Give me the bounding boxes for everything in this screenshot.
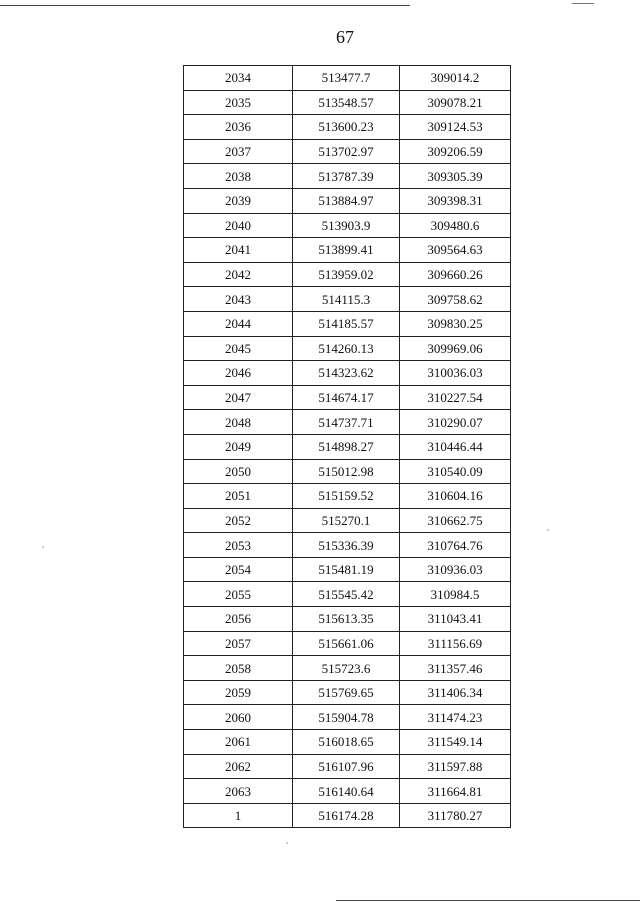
x-coordinate-cell: 515613.35 [293, 607, 400, 632]
table-row [184, 533, 511, 558]
x-coordinate-cell: 513477.7 [293, 66, 400, 91]
table-row [184, 361, 511, 386]
point-number-cell: 2058 [184, 656, 293, 681]
point-number-cell: 2055 [184, 582, 293, 607]
scan-speck [547, 529, 549, 531]
table-row [184, 410, 511, 435]
coordinates-table [183, 65, 511, 828]
top-scan-rule [0, 5, 410, 6]
table-row [184, 66, 511, 91]
x-coordinate-cell: 513899.41 [293, 238, 400, 263]
point-number-cell: 2041 [184, 238, 293, 263]
y-coordinate-cell: 310604.16 [400, 484, 511, 509]
table-row [184, 262, 511, 287]
coordinates-table-body [184, 66, 511, 828]
table-row [184, 459, 511, 484]
point-number-cell: 2062 [184, 754, 293, 779]
table-row [184, 336, 511, 361]
bottom-scan-rule [336, 900, 640, 901]
x-coordinate-cell: 516174.28 [293, 803, 400, 828]
x-coordinate-cell: 516018.65 [293, 730, 400, 755]
x-coordinate-cell: 514737.71 [293, 410, 400, 435]
point-number-cell: 2060 [184, 705, 293, 730]
x-coordinate-cell: 515481.19 [293, 557, 400, 582]
x-coordinate-cell: 515661.06 [293, 631, 400, 656]
table-row [184, 164, 511, 189]
point-number-cell: 2039 [184, 188, 293, 213]
point-number-cell: 2036 [184, 115, 293, 140]
y-coordinate-cell: 311597.88 [400, 754, 511, 779]
y-coordinate-cell: 309124.53 [400, 115, 511, 140]
point-number-cell: 2040 [184, 213, 293, 238]
table-row [184, 508, 511, 533]
y-coordinate-cell: 310662.75 [400, 508, 511, 533]
table-row [184, 213, 511, 238]
point-number-cell: 2061 [184, 730, 293, 755]
table-row [184, 779, 511, 804]
y-coordinate-cell: 310764.76 [400, 533, 511, 558]
x-coordinate-cell: 514674.17 [293, 385, 400, 410]
x-coordinate-cell: 515904.78 [293, 705, 400, 730]
y-coordinate-cell: 309758.62 [400, 287, 511, 312]
y-coordinate-cell: 311406.34 [400, 680, 511, 705]
table-row [184, 803, 511, 828]
x-coordinate-cell: 515270.1 [293, 508, 400, 533]
x-coordinate-cell: 513600.23 [293, 115, 400, 140]
y-coordinate-cell: 310540.09 [400, 459, 511, 484]
point-number-cell: 2063 [184, 779, 293, 804]
table-row [184, 680, 511, 705]
table-row [184, 311, 511, 336]
table-row [184, 754, 511, 779]
point-number-cell: 2056 [184, 607, 293, 632]
x-coordinate-cell: 516107.96 [293, 754, 400, 779]
table-row [184, 287, 511, 312]
x-coordinate-cell: 515769.65 [293, 680, 400, 705]
point-number-cell: 2046 [184, 361, 293, 386]
scan-speck [42, 546, 44, 548]
point-number-cell: 2053 [184, 533, 293, 558]
x-coordinate-cell: 513548.57 [293, 90, 400, 115]
point-number-cell: 2047 [184, 385, 293, 410]
table-row [184, 582, 511, 607]
y-coordinate-cell: 311780.27 [400, 803, 511, 828]
point-number-cell: 2035 [184, 90, 293, 115]
y-coordinate-cell: 310446.44 [400, 434, 511, 459]
x-coordinate-cell: 515012.98 [293, 459, 400, 484]
table-row [184, 484, 511, 509]
point-number-cell: 2057 [184, 631, 293, 656]
table-row [184, 238, 511, 263]
x-coordinate-cell: 513787.39 [293, 164, 400, 189]
y-coordinate-cell: 309014.2 [400, 66, 511, 91]
table-row [184, 607, 511, 632]
point-number-cell: 2042 [184, 262, 293, 287]
point-number-cell: 1 [184, 803, 293, 828]
scan-speck [286, 842, 288, 844]
y-coordinate-cell: 309564.63 [400, 238, 511, 263]
table-row [184, 656, 511, 681]
y-coordinate-cell: 310984.5 [400, 582, 511, 607]
y-coordinate-cell: 309830.25 [400, 311, 511, 336]
y-coordinate-cell: 311664.81 [400, 779, 511, 804]
top-scan-mark [572, 3, 594, 4]
table-row [184, 434, 511, 459]
x-coordinate-cell: 515545.42 [293, 582, 400, 607]
y-coordinate-cell: 311156.69 [400, 631, 511, 656]
table-row [184, 557, 511, 582]
x-coordinate-cell: 514185.57 [293, 311, 400, 336]
point-number-cell: 2049 [184, 434, 293, 459]
y-coordinate-cell: 311043.41 [400, 607, 511, 632]
table-row [184, 385, 511, 410]
x-coordinate-cell: 514323.62 [293, 361, 400, 386]
y-coordinate-cell: 310036.03 [400, 361, 511, 386]
table-row [184, 188, 511, 213]
x-coordinate-cell: 514260.13 [293, 336, 400, 361]
table-row [184, 631, 511, 656]
y-coordinate-cell: 310936.03 [400, 557, 511, 582]
y-coordinate-cell: 309305.39 [400, 164, 511, 189]
point-number-cell: 2034 [184, 66, 293, 91]
point-number-cell: 2054 [184, 557, 293, 582]
x-coordinate-cell: 516140.64 [293, 779, 400, 804]
y-coordinate-cell: 311474.23 [400, 705, 511, 730]
y-coordinate-cell: 309078.21 [400, 90, 511, 115]
table-row [184, 90, 511, 115]
y-coordinate-cell: 309969.06 [400, 336, 511, 361]
x-coordinate-cell: 515723.6 [293, 656, 400, 681]
table-row [184, 705, 511, 730]
y-coordinate-cell: 310227.54 [400, 385, 511, 410]
y-coordinate-cell: 309206.59 [400, 139, 511, 164]
x-coordinate-cell: 513702.97 [293, 139, 400, 164]
y-coordinate-cell: 309398.31 [400, 188, 511, 213]
y-coordinate-cell: 310290.07 [400, 410, 511, 435]
point-number-cell: 2052 [184, 508, 293, 533]
point-number-cell: 2044 [184, 311, 293, 336]
y-coordinate-cell: 309480.6 [400, 213, 511, 238]
point-number-cell: 2059 [184, 680, 293, 705]
x-coordinate-cell: 515336.39 [293, 533, 400, 558]
point-number-cell: 2050 [184, 459, 293, 484]
point-number-cell: 2043 [184, 287, 293, 312]
x-coordinate-cell: 515159.52 [293, 484, 400, 509]
x-coordinate-cell: 514115.3 [293, 287, 400, 312]
y-coordinate-cell: 309660.26 [400, 262, 511, 287]
point-number-cell: 2037 [184, 139, 293, 164]
x-coordinate-cell: 513903.9 [293, 213, 400, 238]
point-number-cell: 2048 [184, 410, 293, 435]
x-coordinate-cell: 513884.97 [293, 188, 400, 213]
table-row [184, 730, 511, 755]
table-row [184, 115, 511, 140]
point-number-cell: 2051 [184, 484, 293, 509]
table-row [184, 139, 511, 164]
y-coordinate-cell: 311357.46 [400, 656, 511, 681]
page-number: 67 [336, 27, 354, 47]
point-number-cell: 2038 [184, 164, 293, 189]
x-coordinate-cell: 514898.27 [293, 434, 400, 459]
x-coordinate-cell: 513959.02 [293, 262, 400, 287]
y-coordinate-cell: 311549.14 [400, 730, 511, 755]
point-number-cell: 2045 [184, 336, 293, 361]
